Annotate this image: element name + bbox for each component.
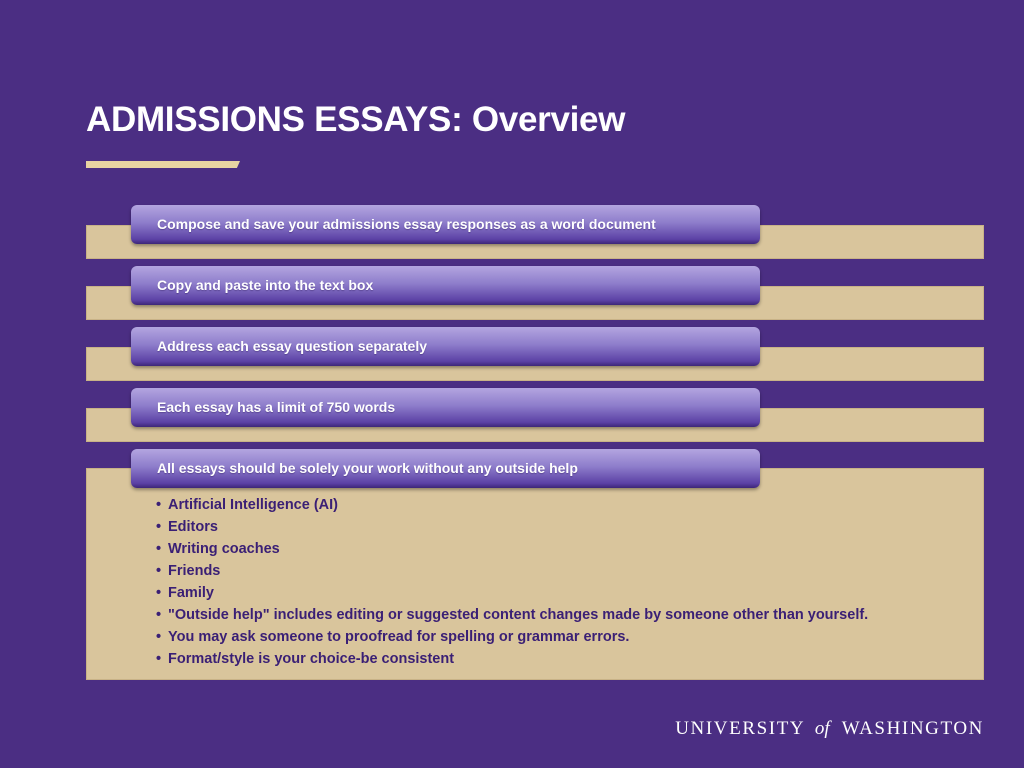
list-item-text: "Outside help" includes editing or suggested content changes made by someone other than yourself.: [168, 607, 869, 623]
bullet-icon: •: [156, 519, 162, 535]
logo-word-washington: WASHINGTON: [841, 718, 984, 739]
step-label-own-work: All essays should be solely your work without any outside help: [131, 449, 760, 488]
bullet-icon: •: [156, 497, 162, 513]
list-item-text: You may ask someone to proofread for spelling or grammar errors.: [168, 629, 630, 645]
list-item-text: Format/style is your choice-be consistent: [168, 651, 455, 667]
logo-word-university: UNIVERSITY: [675, 718, 805, 739]
slide-title: ADMISSIONS ESSAYS: Overview: [86, 100, 626, 139]
bullet-icon: •: [156, 651, 162, 667]
step-label-compose: Compose and save your admissions essay responses as a word document: [131, 205, 760, 244]
bullet-icon: •: [156, 585, 162, 601]
title-underline: [86, 161, 240, 168]
list-item: [156, 516, 868, 538]
outside-help-list: [156, 494, 868, 670]
list-item-text: Editors: [168, 519, 218, 535]
bullet-icon: •: [156, 541, 162, 557]
logo-word-of: of: [814, 718, 830, 739]
list-item-text: Friends: [168, 563, 221, 579]
list-item: [156, 582, 868, 604]
bullet-icon: •: [156, 607, 162, 623]
bullet-icon: •: [156, 563, 162, 579]
list-item: [156, 494, 868, 516]
list-item-text: Writing coaches: [168, 541, 280, 557]
list-item-text: Artificial Intelligence (AI): [168, 497, 338, 513]
list-item: [156, 648, 868, 670]
list-item: [156, 626, 868, 648]
list-item: [156, 560, 868, 582]
university-logo: [675, 718, 984, 740]
bullet-icon: •: [156, 629, 162, 645]
list-item: [156, 604, 868, 626]
list-item-text: Family: [168, 585, 214, 601]
step-label-address-questions: Address each essay question separately: [131, 327, 760, 366]
step-label-copy-paste: Copy and paste into the text box: [131, 266, 760, 305]
list-item: [156, 538, 868, 560]
step-label-word-limit: Each essay has a limit of 750 words: [131, 388, 760, 427]
